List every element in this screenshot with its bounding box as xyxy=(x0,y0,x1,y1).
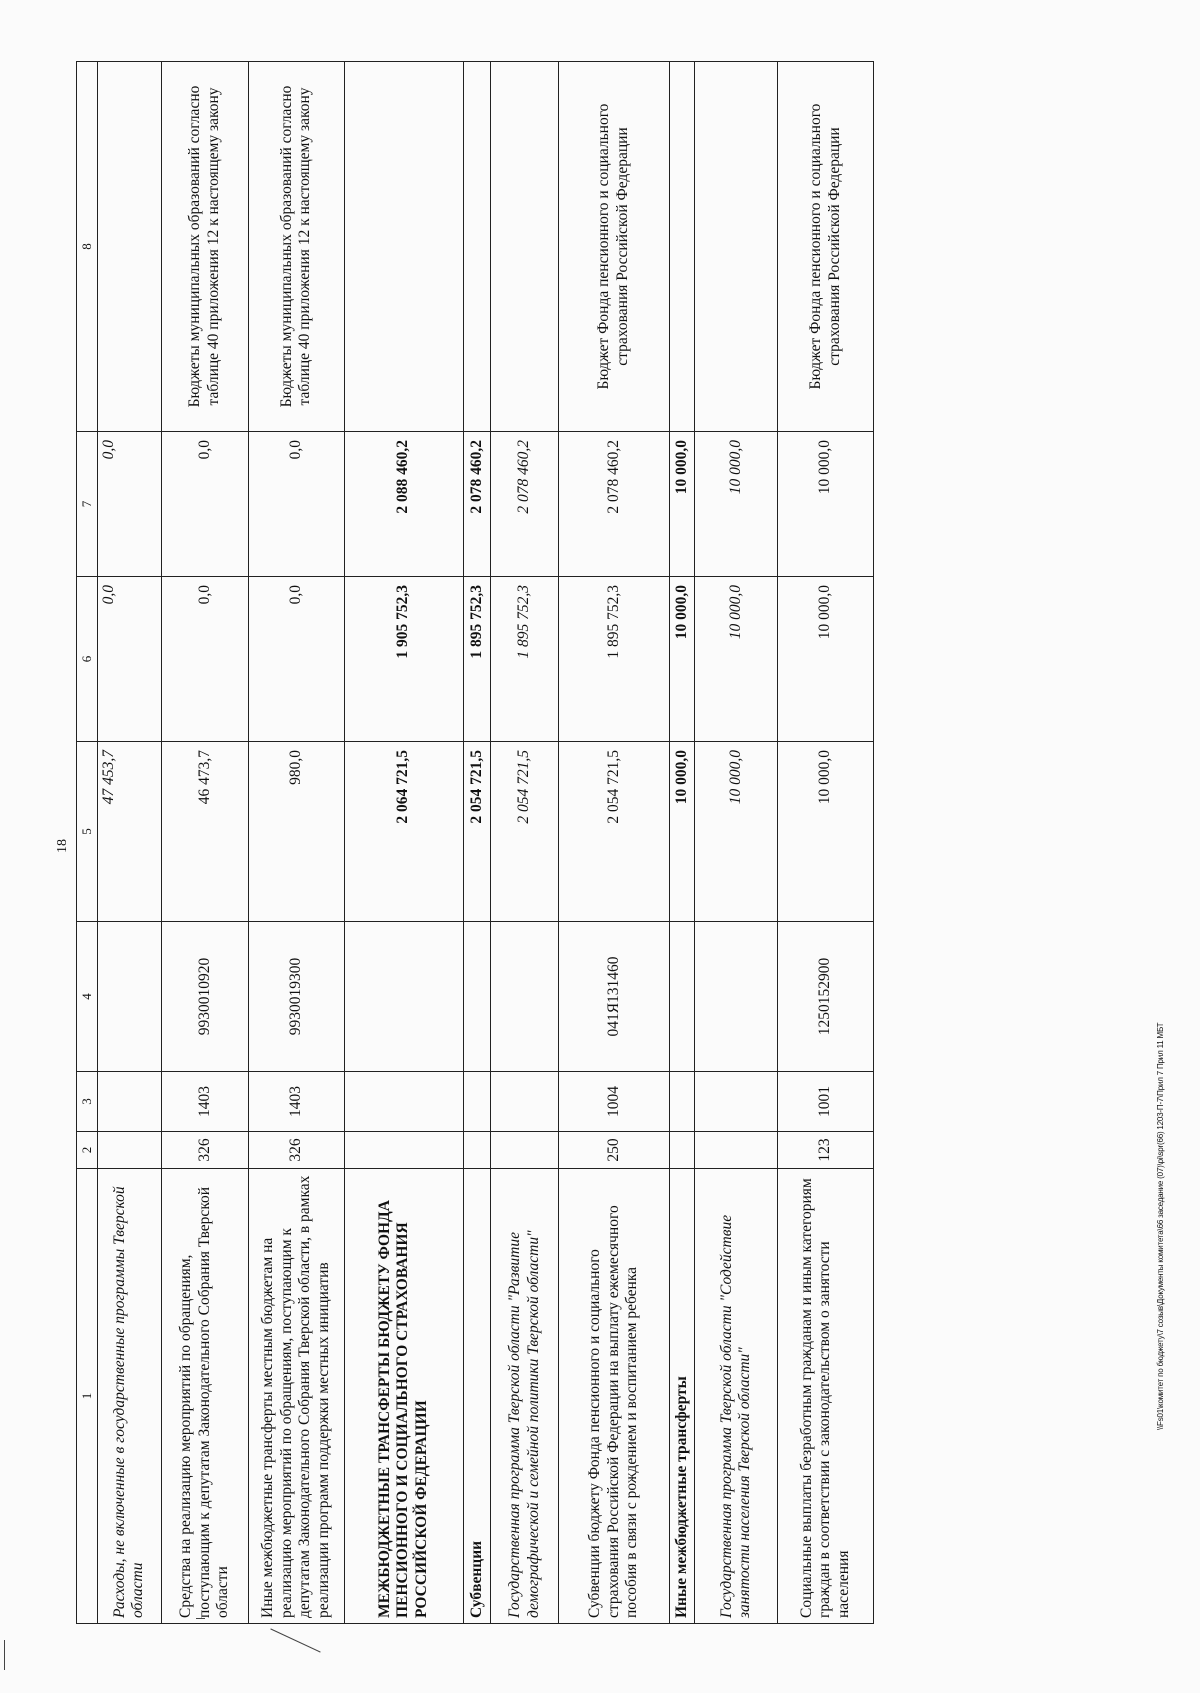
code-cell: 326 xyxy=(161,1132,248,1169)
row-name: МЕЖБЮДЖЕТНЫЕ ТРАНСФЕРТЫ БЮДЖЕТУ ФОНДА ПЕНСИОННОГО И СОЦИАЛЬНОГО СТРАХОВАНИЯ РОССИЙСКОЙ ФЕДЕРАЦИИ xyxy=(344,1169,463,1624)
value-cell: 2 054 721,5 xyxy=(491,742,559,922)
row-name: Социальные выплаты безработным гражданам и иным категориям граждан в соответствии с законодательством о занятости населения xyxy=(778,1169,874,1624)
code-cell: 9930010920 xyxy=(161,922,248,1072)
column-number-row xyxy=(77,62,98,1624)
row-name: Государственная программа Тверской области "Развитие демографической и семейной политики Тверской области" xyxy=(491,1169,559,1624)
code-cell xyxy=(695,1072,778,1132)
value-cell: 2 064 721,5 xyxy=(344,742,463,922)
value-cell: 10 000,0 xyxy=(778,742,874,922)
recipient-cell xyxy=(98,62,162,432)
code-cell xyxy=(669,1132,695,1169)
code-cell: 326 xyxy=(248,1132,344,1169)
table-row xyxy=(669,62,695,1624)
value-cell: 2 078 460,2 xyxy=(463,432,491,577)
row-name: Субвенции xyxy=(463,1169,491,1624)
scan-mark xyxy=(270,1628,320,1652)
page-number: 18 xyxy=(55,839,70,853)
recipient-cell xyxy=(344,62,463,432)
row-name: Субвенции бюджету Фонда пенсионного и социального страхования Российской Федерации на выплату ежемесячного пособия в связи с рождением и воспитанием ребенка xyxy=(559,1169,670,1624)
value-cell: 2 088 460,2 xyxy=(344,432,463,577)
column-header: 8 xyxy=(77,62,98,432)
code-cell xyxy=(98,1072,162,1132)
row-name: Государственная программа Тверской области "Содействие занятости населения Тверской области" xyxy=(695,1169,778,1624)
code-cell xyxy=(463,1132,491,1169)
value-cell: 10 000,0 xyxy=(669,742,695,922)
file-path-footer: \\Fs01\комитет по бюджету\7 созыв\Документы комитета\66 заседание (07)\pi\spr(66) 1203-П-7\Прил 7 Прил 11 МБТ xyxy=(1156,1022,1165,1430)
code-cell: 1403 xyxy=(248,1072,344,1132)
value-cell: 0,0 xyxy=(161,577,248,742)
code-cell xyxy=(491,922,559,1072)
code-cell xyxy=(344,1132,463,1169)
code-cell xyxy=(491,1072,559,1132)
value-cell: 2 078 460,2 xyxy=(559,432,670,577)
column-header: 2 xyxy=(77,1132,98,1169)
value-cell: 10 000,0 xyxy=(669,577,695,742)
table-row xyxy=(559,62,670,1624)
value-cell: 46 473,7 xyxy=(161,742,248,922)
row-name: Расходы, не включенные в государственные программы Тверской области xyxy=(98,1169,162,1624)
code-cell xyxy=(695,1132,778,1169)
code-cell xyxy=(98,922,162,1072)
row-name: Средства на реализацию мероприятий по обращениям, поступающим к депутатам Законодательного Собрания Тверской области xyxy=(161,1169,248,1624)
value-cell: 10 000,0 xyxy=(669,432,695,577)
code-cell xyxy=(669,922,695,1072)
table-row xyxy=(248,62,344,1624)
table-body xyxy=(98,62,874,1624)
scan-mark xyxy=(196,1618,205,1619)
code-cell xyxy=(463,1072,491,1132)
table-row xyxy=(695,62,778,1624)
recipient-cell: Бюджет Фонда пенсионного и социального страхования Российской Федерации xyxy=(778,62,874,432)
value-cell: 1 895 752,3 xyxy=(463,577,491,742)
value-cell: 2 054 721,5 xyxy=(463,742,491,922)
value-cell: 10 000,0 xyxy=(695,577,778,742)
column-header: 4 xyxy=(77,922,98,1072)
value-cell: 0,0 xyxy=(248,577,344,742)
value-cell: 0,0 xyxy=(98,577,162,742)
value-cell: 47 453,7 xyxy=(98,742,162,922)
code-cell xyxy=(695,922,778,1072)
value-cell: 2 054 721,5 xyxy=(559,742,670,922)
column-header: 3 xyxy=(77,1072,98,1132)
recipient-cell xyxy=(695,62,778,432)
rotated-table-frame xyxy=(76,62,874,1624)
code-cell: 9930019300 xyxy=(248,922,344,1072)
table-row xyxy=(161,62,248,1624)
recipient-cell: Бюджеты муниципальных образований согласно таблице 40 приложения 12 к настоящему закону xyxy=(248,62,344,432)
recipient-cell: Бюджет Фонда пенсионного и социального страхования Российской Федерации xyxy=(559,62,670,432)
code-cell xyxy=(344,922,463,1072)
column-header: 1 xyxy=(77,1169,98,1624)
value-cell: 10 000,0 xyxy=(778,432,874,577)
recipient-cell xyxy=(463,62,491,432)
code-cell: 250 xyxy=(559,1132,670,1169)
value-cell: 10 000,0 xyxy=(778,577,874,742)
code-cell xyxy=(491,1132,559,1169)
column-header: 7 xyxy=(77,432,98,577)
table-row xyxy=(463,62,491,1624)
code-cell: 041Я131460 xyxy=(559,922,670,1072)
value-cell: 2 078 460,2 xyxy=(491,432,559,577)
table-row xyxy=(98,62,162,1624)
code-cell xyxy=(344,1072,463,1132)
value-cell: 980,0 xyxy=(248,742,344,922)
code-cell: 1001 xyxy=(778,1072,874,1132)
column-header: 6 xyxy=(77,577,98,742)
value-cell: 0,0 xyxy=(248,432,344,577)
code-cell: 1004 xyxy=(559,1072,670,1132)
recipient-cell xyxy=(491,62,559,432)
value-cell: 10 000,0 xyxy=(695,432,778,577)
table-row xyxy=(778,62,874,1624)
value-cell: 0,0 xyxy=(161,432,248,577)
code-cell xyxy=(98,1132,162,1169)
value-cell: 1 895 752,3 xyxy=(559,577,670,742)
recipient-cell: Бюджеты муниципальных образований согласно таблице 40 приложения 12 к настоящему закону xyxy=(161,62,248,432)
code-cell: 1250152900 xyxy=(778,922,874,1072)
column-header: 5 xyxy=(77,742,98,922)
value-cell: 1 895 752,3 xyxy=(491,577,559,742)
recipient-cell xyxy=(669,62,695,432)
scan-mark xyxy=(4,1640,5,1670)
code-cell xyxy=(463,922,491,1072)
table-row xyxy=(344,62,463,1624)
value-cell: 10 000,0 xyxy=(695,742,778,922)
transfers-table xyxy=(76,61,874,1624)
code-cell: 123 xyxy=(778,1132,874,1169)
code-cell: 1403 xyxy=(161,1072,248,1132)
row-name: Иные межбюджетные трансферты xyxy=(669,1169,695,1624)
code-cell xyxy=(669,1072,695,1132)
row-name: Иные межбюджетные трансферты местным бюджетам на реализацию мероприятий по обращениям, поступающим к депутатам Законодательного Собрания Тверской области, в рамках реализации программ поддержки местных инициатив xyxy=(248,1169,344,1624)
value-cell: 0,0 xyxy=(98,432,162,577)
value-cell: 1 905 752,3 xyxy=(344,577,463,742)
table-row xyxy=(491,62,559,1624)
